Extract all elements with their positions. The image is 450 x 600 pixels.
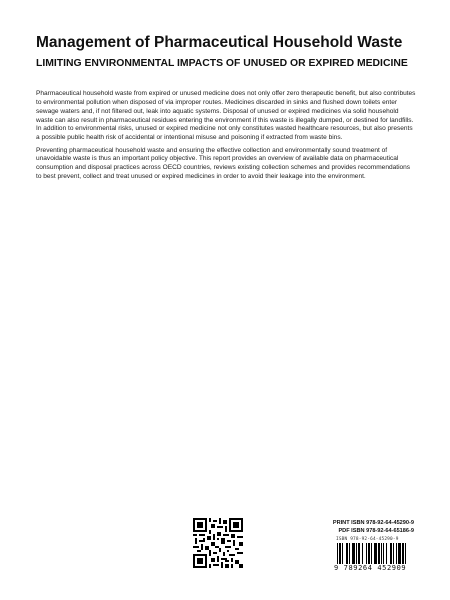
body-paragraph-2: Preventing pharmaceutical household waste and ensuring the effective collection and environmentally sound treatment of unavoidable waste is thus an important policy objective. This report provides an overview of available data on pharmaceutical consumption and disposal practices across OECD countries, reviews existing collection schemes and provides recommendations to best prevent, collect and treat unused or expired medicines in order to avoid their leakage into the environment. (36, 146, 411, 181)
barcode-isbn-text: ISBN 978-92-64-45290-9 (336, 537, 399, 542)
qr-code-icon (193, 518, 243, 568)
body-paragraph-1: Pharmaceutical household waste from expired or unused medicine does not only offer zero therapeutic benefit, but also contributes to environmental pollution when disposed of via improper routes. Medicines discarded in sinks and flushed down toilets enter sewage waters and, if not filtered out, leak into aquatic systems. Disposal of unused or expired medicines via solid household waste can also result in pharmaceutical residues entering the environment if this waste is illegally dumped, or destined for landfills. In addition to environmental risks, unused or expired medicine not only constitutes wasted healthcare resources, but also presents a possible public health risk of accidental or intentional misuse and poisoning if extracted from waste bins. (36, 90, 416, 142)
pdf-isbn: PDF ISBN 978-92-64-65186-9 (338, 528, 414, 534)
document-title: Management of Pharmaceutical Household Waste (36, 34, 403, 51)
document-body (36, 90, 416, 185)
barcode-number: 9 789264 452909 (334, 564, 407, 572)
document-subtitle: LIMITING ENVIRONMENTAL IMPACTS OF UNUSED OR EXPIRED MEDICINE (36, 58, 408, 69)
print-isbn: PRINT ISBN 978-92-64-45290-9 (332, 520, 414, 526)
isbn-block (264, 519, 414, 535)
